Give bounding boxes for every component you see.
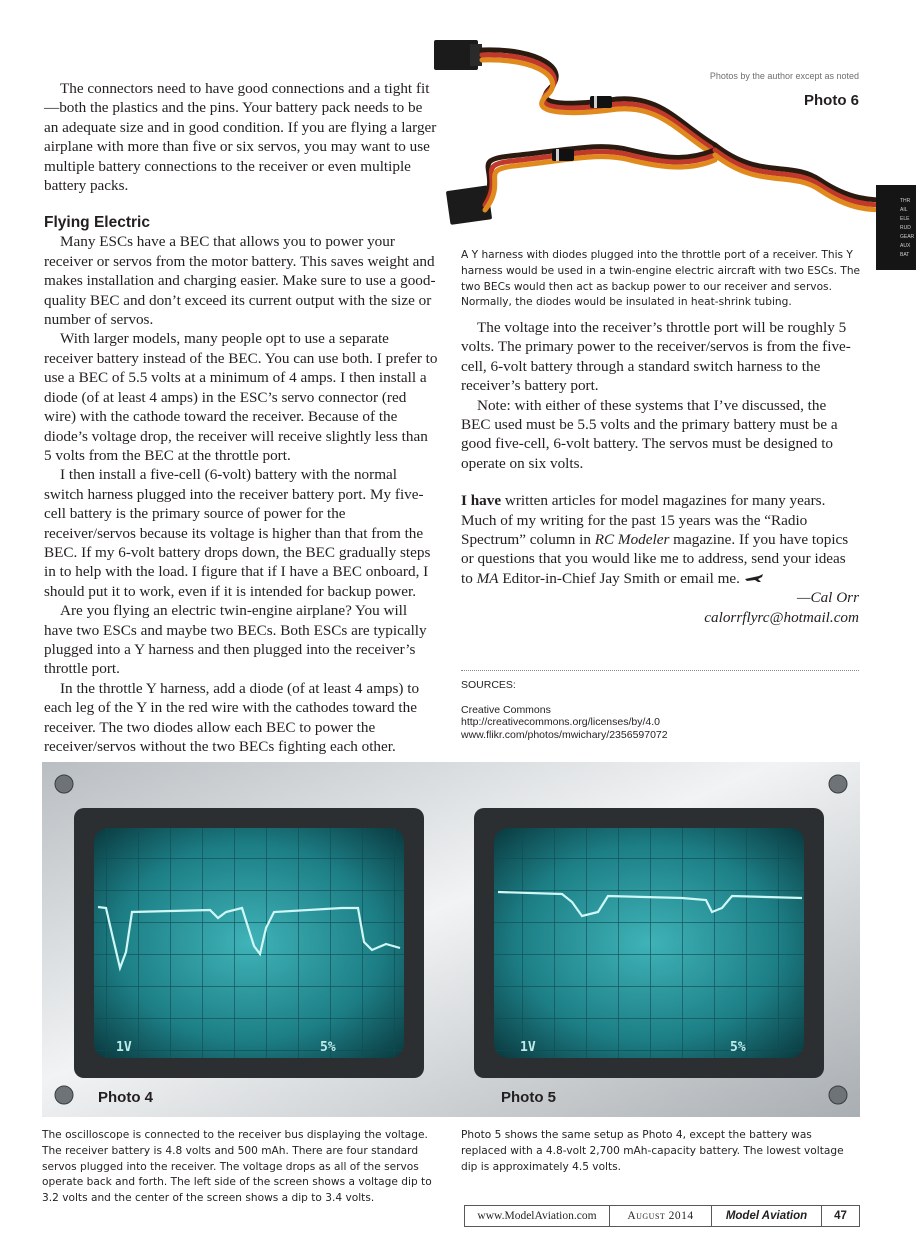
footer-magazine-name: Model Aviation	[712, 1206, 822, 1226]
receiver-port-label: BAT	[900, 252, 910, 258]
body-paragraph: Are you flying an electric twin-engine airplane? You will have two ESCs and maybe two BECs. Both ESCs are typically plugged into a Y harness and then plugged into the receiver’s throttle port.	[44, 602, 427, 678]
left-column	[44, 79, 438, 756]
source-link[interactable]: www.flikr.com/photos/mwichary/2356597072	[461, 728, 668, 741]
photo-6-caption: A Y harness with diodes plugged into the throttle port of a receiver. This Y harness would be used in a twin-engine electric aircraft with two ESCs. The two BECs would then act as backup power to our receiver and servos. Normally, the diodes would be insulated in heat-shrink tubing.	[461, 249, 861, 309]
receiver-port-label: RUD	[900, 225, 911, 231]
bio-text: magazine. If you have topics or questions that you would like me to address, send your ideas to	[461, 531, 849, 587]
body-paragraph: With larger models, many people opt to use a separate receiver battery instead of the BEC. You can use both. I prefer to use a BEC of 5.5 volts at a minimum of 4 amps. I then install a diode (of at least 4 amps) in the ESC’s servo connector (red wire) with the cathode toward the receiver. Because of the diode’s voltage drop, the receiver will receive slightly less than 5 volts from the BEC at the throttle port.	[44, 330, 438, 464]
body-paragraph: In the throttle Y harness, add a diode (of at least 4 amps) to each leg of the Y in the red wire with the cathodes toward the receiver. The two diodes allow each BEC to power the receiver/servos without the two BECs fighting each other.	[44, 679, 420, 755]
section-heading: Flying Electric	[44, 214, 150, 232]
footer-issue-date: August 2014	[610, 1206, 712, 1226]
photo-5-scope-readout-time: 5%	[730, 1040, 746, 1055]
sources-heading: SOURCES:	[461, 679, 516, 691]
sources-box	[461, 670, 859, 741]
bio-text: Editor-in-Chief Jay Smith or email me.	[498, 569, 740, 587]
photo-5-scope-readout-volts: 1V	[520, 1040, 536, 1055]
photo-6-y-harness-image	[430, 30, 916, 270]
body-paragraph: I then install a five-cell (6-volt) battery with the normal switch harness plugged into the receiver battery port. My five-cell battery is the primary source of power for the receiver/servos because its voltage is higher than that from the BEC. If my 6-volt battery drops down, the BEC gradually steps in to help with the load. I figure that if I have a BEC onboard, I should put it to work, even if it is intended for backup power.	[44, 466, 431, 600]
author-email[interactable]: calorrflyrc@hotmail.com	[704, 608, 859, 626]
photo-4-scope-readout-time: 5%	[320, 1040, 336, 1055]
photo-4-scope-readout-volts: 1V	[116, 1040, 132, 1055]
receiver-port-label: AIL	[900, 207, 908, 213]
footer-website-link[interactable]: www.ModelAviation.com	[465, 1206, 610, 1226]
photo-4-label: Photo 4	[98, 1089, 153, 1106]
airplane-end-mark-icon	[744, 572, 764, 583]
receiver-port-label: GEAR	[900, 234, 915, 240]
oscilloscope-photos-panel	[42, 762, 860, 1117]
author-bio	[461, 491, 859, 588]
right-column	[461, 318, 859, 627]
photo-5-label: Photo 5	[501, 1089, 556, 1106]
photo-credit: Photos by the author except as noted	[709, 71, 859, 81]
bio-lead: I have	[461, 492, 502, 510]
author-signature: —Cal Orr	[796, 589, 859, 607]
body-paragraph: The connectors need to have good connections and a tight fit—both the plastics and the pins. Your battery pack needs to be an adequate size and in good condition. If you are flying a larger airplane with more than five or six servos, you may want to use multiple battery connections to the receiver or even multiple battery packs.	[44, 80, 437, 195]
photo-4-caption: The oscilloscope is connected to the receiver bus displaying the voltage. The receiver battery is 4.8 volts and 500 mAh. There are four standard servos plugged into the receiver. The voltage drops as all of the servos operate back and forth. The left side of the screen shows a voltage dip to 3.2 volts and the center of the screen shows a dip to 3.4 volts.	[42, 1129, 432, 1205]
receiver-port-label: ELE	[900, 216, 910, 222]
source-link[interactable]: http://creativecommons.org/licenses/by/4.0	[461, 716, 661, 729]
bio-text: written articles for model magazines for many years. Much of my writing for the past 15 years was the “Radio Spectrum” column in	[461, 492, 826, 549]
receiver-port-label: AUX	[900, 243, 911, 249]
body-paragraph: Note: with either of these systems that I’ve discussed, the BEC used must be 5.5 volts and the primary battery must be a good five-cell, 6-volt battery. The servos must be designed to operate on six volts.	[461, 396, 838, 472]
footer-page-number: 47	[834, 1210, 847, 1222]
body-paragraph: Many ESCs have a BEC that allows you to power your receiver or servos from the motor battery. This saves weight and makes installation and charging easier. Make sure to use a good-quality BEC and don’t exceed its current output with the size or number of servos.	[44, 233, 436, 329]
photo-5-caption: Photo 5 shows the same setup as Photo 4, except the battery was replaced with a 4.8-volt 2,700 mAh-capacity battery. The lowest voltage dip is approximately 4.5 volts.	[461, 1129, 844, 1173]
page-footer	[464, 1205, 860, 1227]
source-name: Creative Commons	[461, 703, 551, 716]
body-paragraph: The voltage into the receiver’s throttle port will be roughly 5 volts. The primary power to the receiver/servos is from the five-cell, 6-volt battery through a standard switch harness to the receiver’s battery port.	[461, 319, 851, 395]
photo-6-label: Photo 6	[804, 92, 859, 109]
bio-ma-abbrev: MA	[476, 569, 499, 587]
bio-magazine-name: RC Modeler	[594, 531, 670, 549]
receiver-port-label: THR	[900, 198, 911, 204]
